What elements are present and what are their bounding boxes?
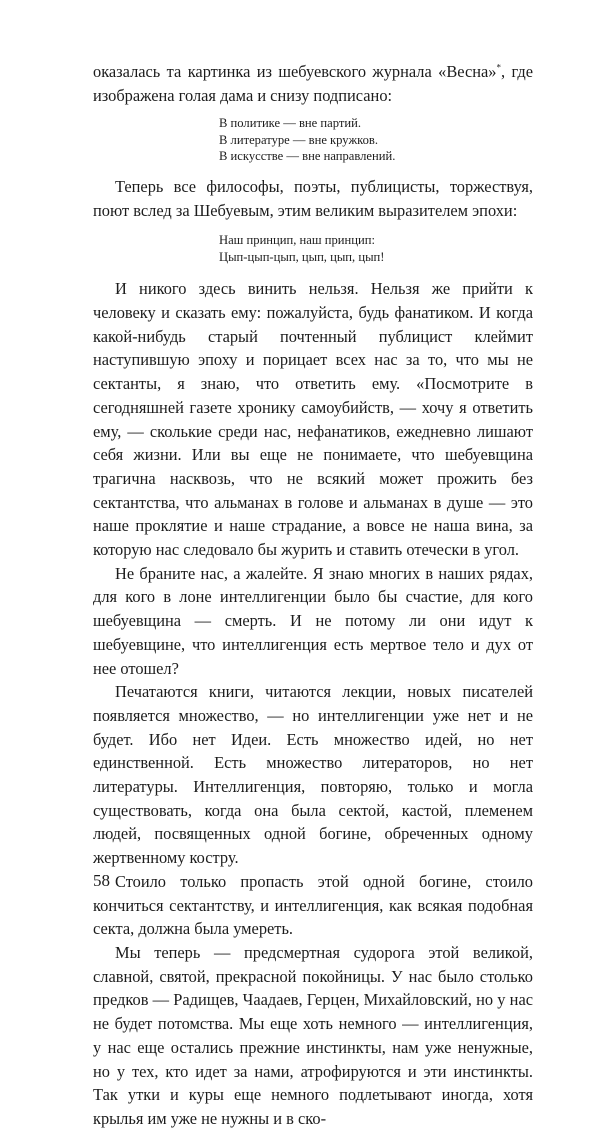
paragraph: И никого здесь винить нельзя. Нельзя же прийти к человеку и сказать ему: пожалуйста, будь фанатиком. И когда какой-нибудь старый почтенный публицист клеймит наступившую эпоху и порицает всех нас за то, что мы не сектанты, я знаю, что ответить ему. «Посмотрите в сегодняшней газете хронику самоубийств, — хочу я ответить ему, — сколькие среди нас, нефанатиков, ежедневно лишают себя жизни. Или вы еще не понимаете, что шебуевщина трагична насквозь, что не всякий может прожить без сектантства, что альманах в голове и альманах в душе — это наше проклятие и наше страдание, а вовсе не наша вина, за которую нас следовало бы журить и ставить отечески в угол.: [93, 279, 533, 560]
verse-line: Цып-цып-цып, цып, цып, цып!: [219, 249, 385, 264]
intro-paragraph: [93, 60, 533, 107]
paragraph: Теперь все философы, поэты, публицисты, торжествуя, поют вслед за Шебуевым, этим великим выразителем эпохи:: [93, 176, 533, 220]
verse-line: В литературе — вне кружков.: [219, 132, 379, 147]
page-body: [93, 60, 533, 1131]
paragraph: Стоило только пропасть этой одной богине, стоило кончиться сектантству, и интеллигенция, как всякая подобная секта, должна была умереть.: [93, 871, 533, 939]
footnote-mark: *: [496, 62, 501, 73]
page-number: 58: [93, 871, 110, 890]
paragraph: Мы теперь — предсмертная судорога этой великой, славной, святой, прекрасной покойницы. У нас было столько предков — Радищев, Чаадаев, Герцен, Михайловский, но у нас не будет потомства. Мы еще хоть немного — интеллигенция, у нас еще остались прежние инстинкты, нам уже ненужные, но у тех, кто идет за нами, атрофируются и эти инстинкты. Так утки и куры еще немного подлетывают иногда, хотя крылья им уже не нужны и в ско-: [93, 943, 533, 1128]
paragraph: Не браните нас, а жалейте. Я знаю многих в наших рядах, для кого в лоне интеллигенции было бы счастие, для кого шебуевщина — смерть. И не потому ли они идут к шебуевщине, что интеллигенция есть мертвое тело и дух от нее отошел?: [93, 563, 533, 678]
epigraph-verse-2: [93, 232, 533, 265]
verse-line: Наш принцип, наш принцип:: [219, 233, 375, 248]
paragraph: Печатаются книги, читаются лекции, новых писателей появляется множество, — но интеллигенции уже нет и не будет. Ибо нет Идеи. Есть множество идей, но нет единственной. Есть множество литераторов, но нет литературы. Интеллигенция, повторяю, только и могла существовать, когда она была сектой, кастой, племенем людей, посвященных одной богине, обреченных одному жертвенному костру.: [93, 682, 533, 868]
verse-line: В искусстве — вне направлений.: [219, 149, 396, 164]
intro-text-a: оказалась та картинка из шебуевского журнала «Весна»: [93, 62, 497, 81]
intro-text-b: , где изображена голая дама и снизу подписано:: [93, 62, 533, 105]
epigraph-verse-1: [93, 115, 533, 165]
verse-line: В политике — вне партий.: [219, 116, 361, 131]
